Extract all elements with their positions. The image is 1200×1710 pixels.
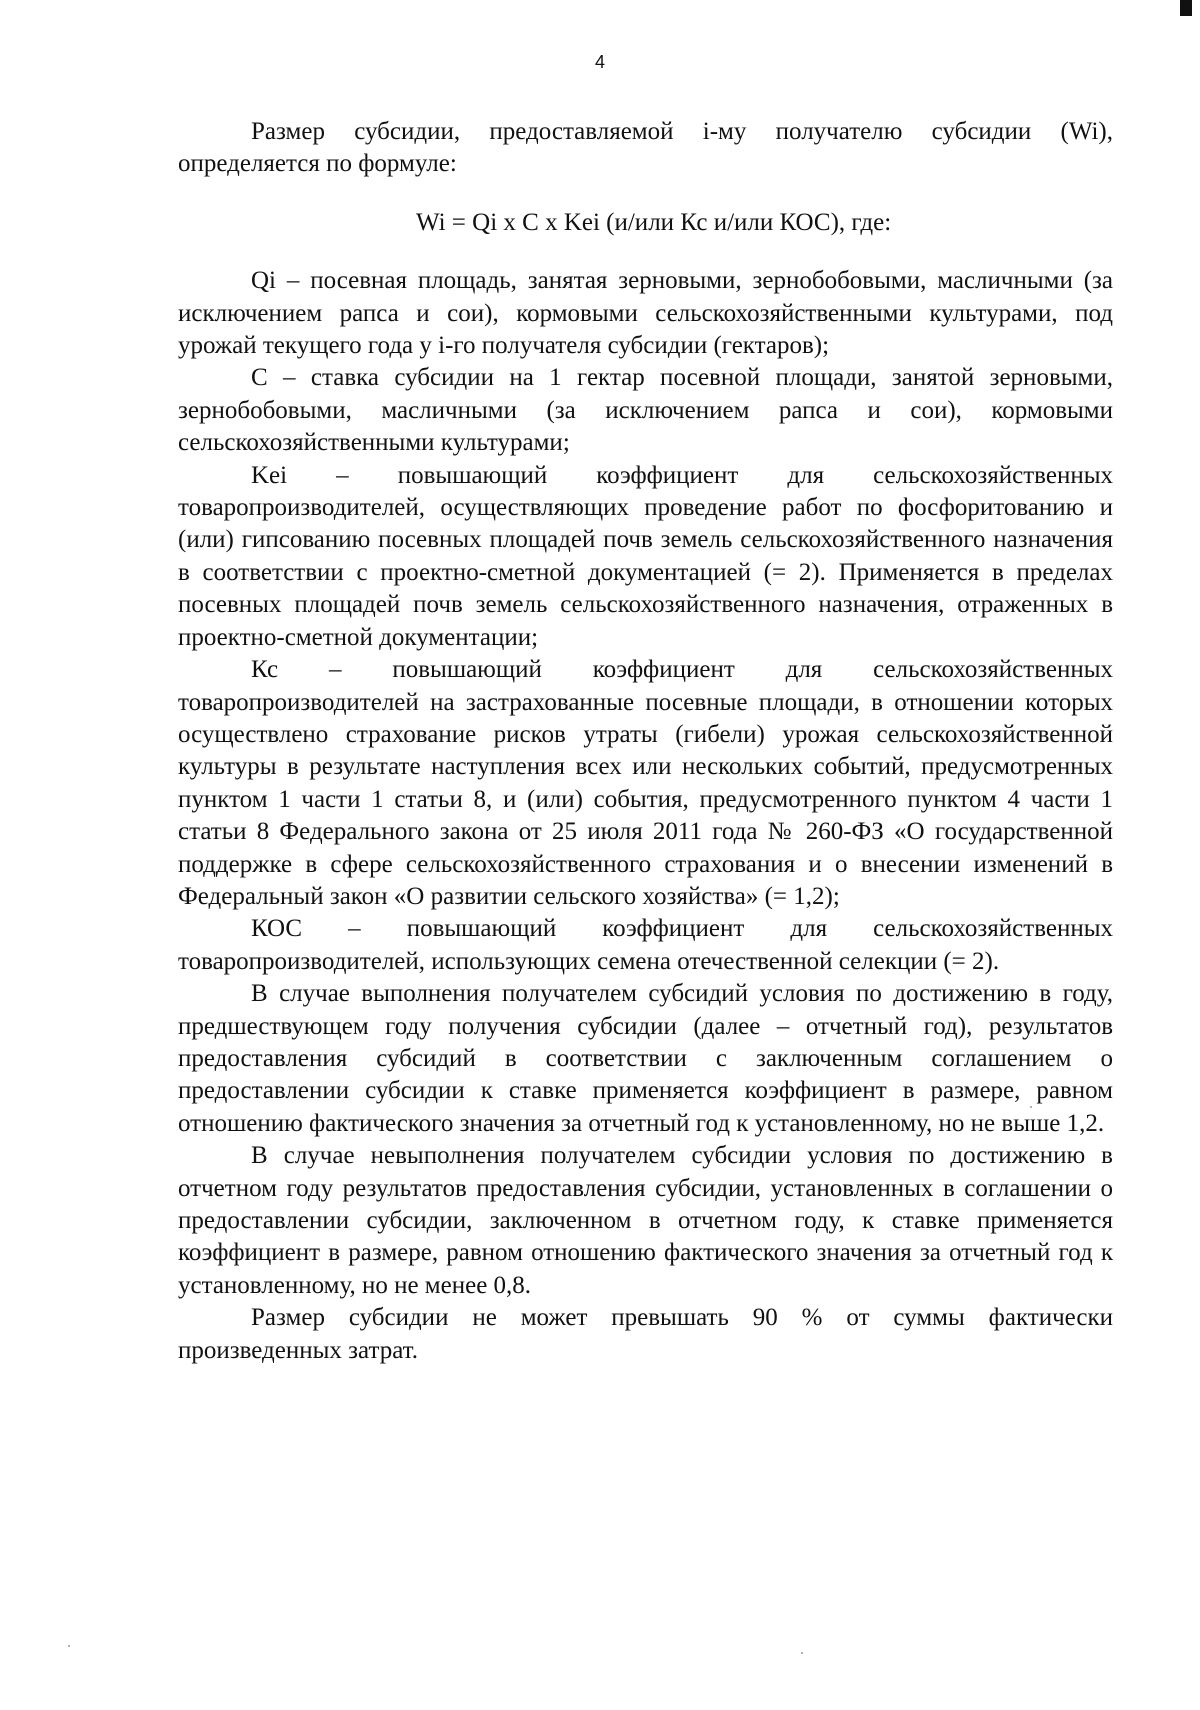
definition-kc: Кс – повышающий коэффициент для сельскохозяйственных товаропроизводителей на застрахованные посевные площади, в отношении которых осуществлено страхование рисков утраты (гибели) урожая сельскохозяйственной культуры в результате наступления всех или нескольких событий, предусмотренных пунктом 1 части 1 статьи 8, и (или) события, предусмотренного пунктом 4 части 1 статьи 8 Федерального закона от 25 июля 2011 года № 260-ФЗ «О государственной поддержке в сфере сельскохозяйственного страхования и о внесении изменений в Федеральный закон «О развитии сельского хозяйства» (= 1,2); [178, 656, 1113, 910]
paragraph-coefficient-fulfilled: В случае выполнения получателем субсидий условия по достижению в году, предшествующем году получения субсидии (далее – отчетный год), результатов предоставления субсидий в соответствии с заключенным соглашением о предоставлении субсидии к ставке применяется коэффициент в размере, равном отношению фактического значения за отчетный год к установленному, но не выше 1,2. [178, 980, 1113, 1137]
scan-speck [68, 1645, 70, 1647]
document-body [178, 116, 1113, 1367]
subsidy-formula: Wi = Qi x C x Kei (и/или Кс и/или КОС), где: [416, 208, 892, 236]
definition-kos: КОС – повышающий коэффициент для сельскохозяйственных товаропроизводителей, использующих семена отечественной селекции (= 2). [178, 915, 1113, 975]
definition-qi: Qi – посевная площадь, занятая зерновыми, зернобобовыми, масличными (за исключением рапса и сои), кормовыми сельскохозяйственными культурами, под урожай текущего года у i-го получателя субсидии (гектаров); [178, 267, 1113, 360]
paragraph-subsidy-limit: Размер субсидии не может превышать 90 % от суммы фактически произведенных затрат. [178, 1304, 1113, 1364]
scan-corner-mark [1180, 0, 1192, 16]
paragraph-coefficient-unfulfilled: В случае невыполнения получателем субсидии условия по достижению в отчетном году результатов предоставления субсидии, установленных в соглашении о предоставлении субсидии, заключенном в отчетном году, к ставке применяется коэффициент в размере, равном отношению фактического значения за отчетный год к установленному, но не менее 0,8. [178, 1142, 1113, 1299]
intro-paragraph: Размер субсидии, предоставляемой i-му получателю субсидии (Wi), определяется по формуле: [178, 118, 1113, 178]
definition-c: С – ставка субсидии на 1 гектар посевной площади, занятой зерновыми, зернобобовыми, масличными (за исключением рапса и сои), кормовыми сельскохозяйственными культурами; [178, 364, 1113, 457]
definition-kei: Kei – повышающий коэффициент для сельскохозяйственных товаропроизводителей, осуществляющих проведение работ по фосфоритованию и (или) гипсованию посевных площадей почв земель сельскохозяйственного назначения в соответствии с проектно-сметной документацией (= 2). Применяется в пределах посевных площадей почв земель сельскохозяйственного назначения, отраженных в проектно-сметной документации; [178, 461, 1113, 651]
scan-speck [801, 1652, 803, 1654]
page-number: 4 [594, 52, 605, 72]
scan-speck [1030, 1106, 1032, 1108]
